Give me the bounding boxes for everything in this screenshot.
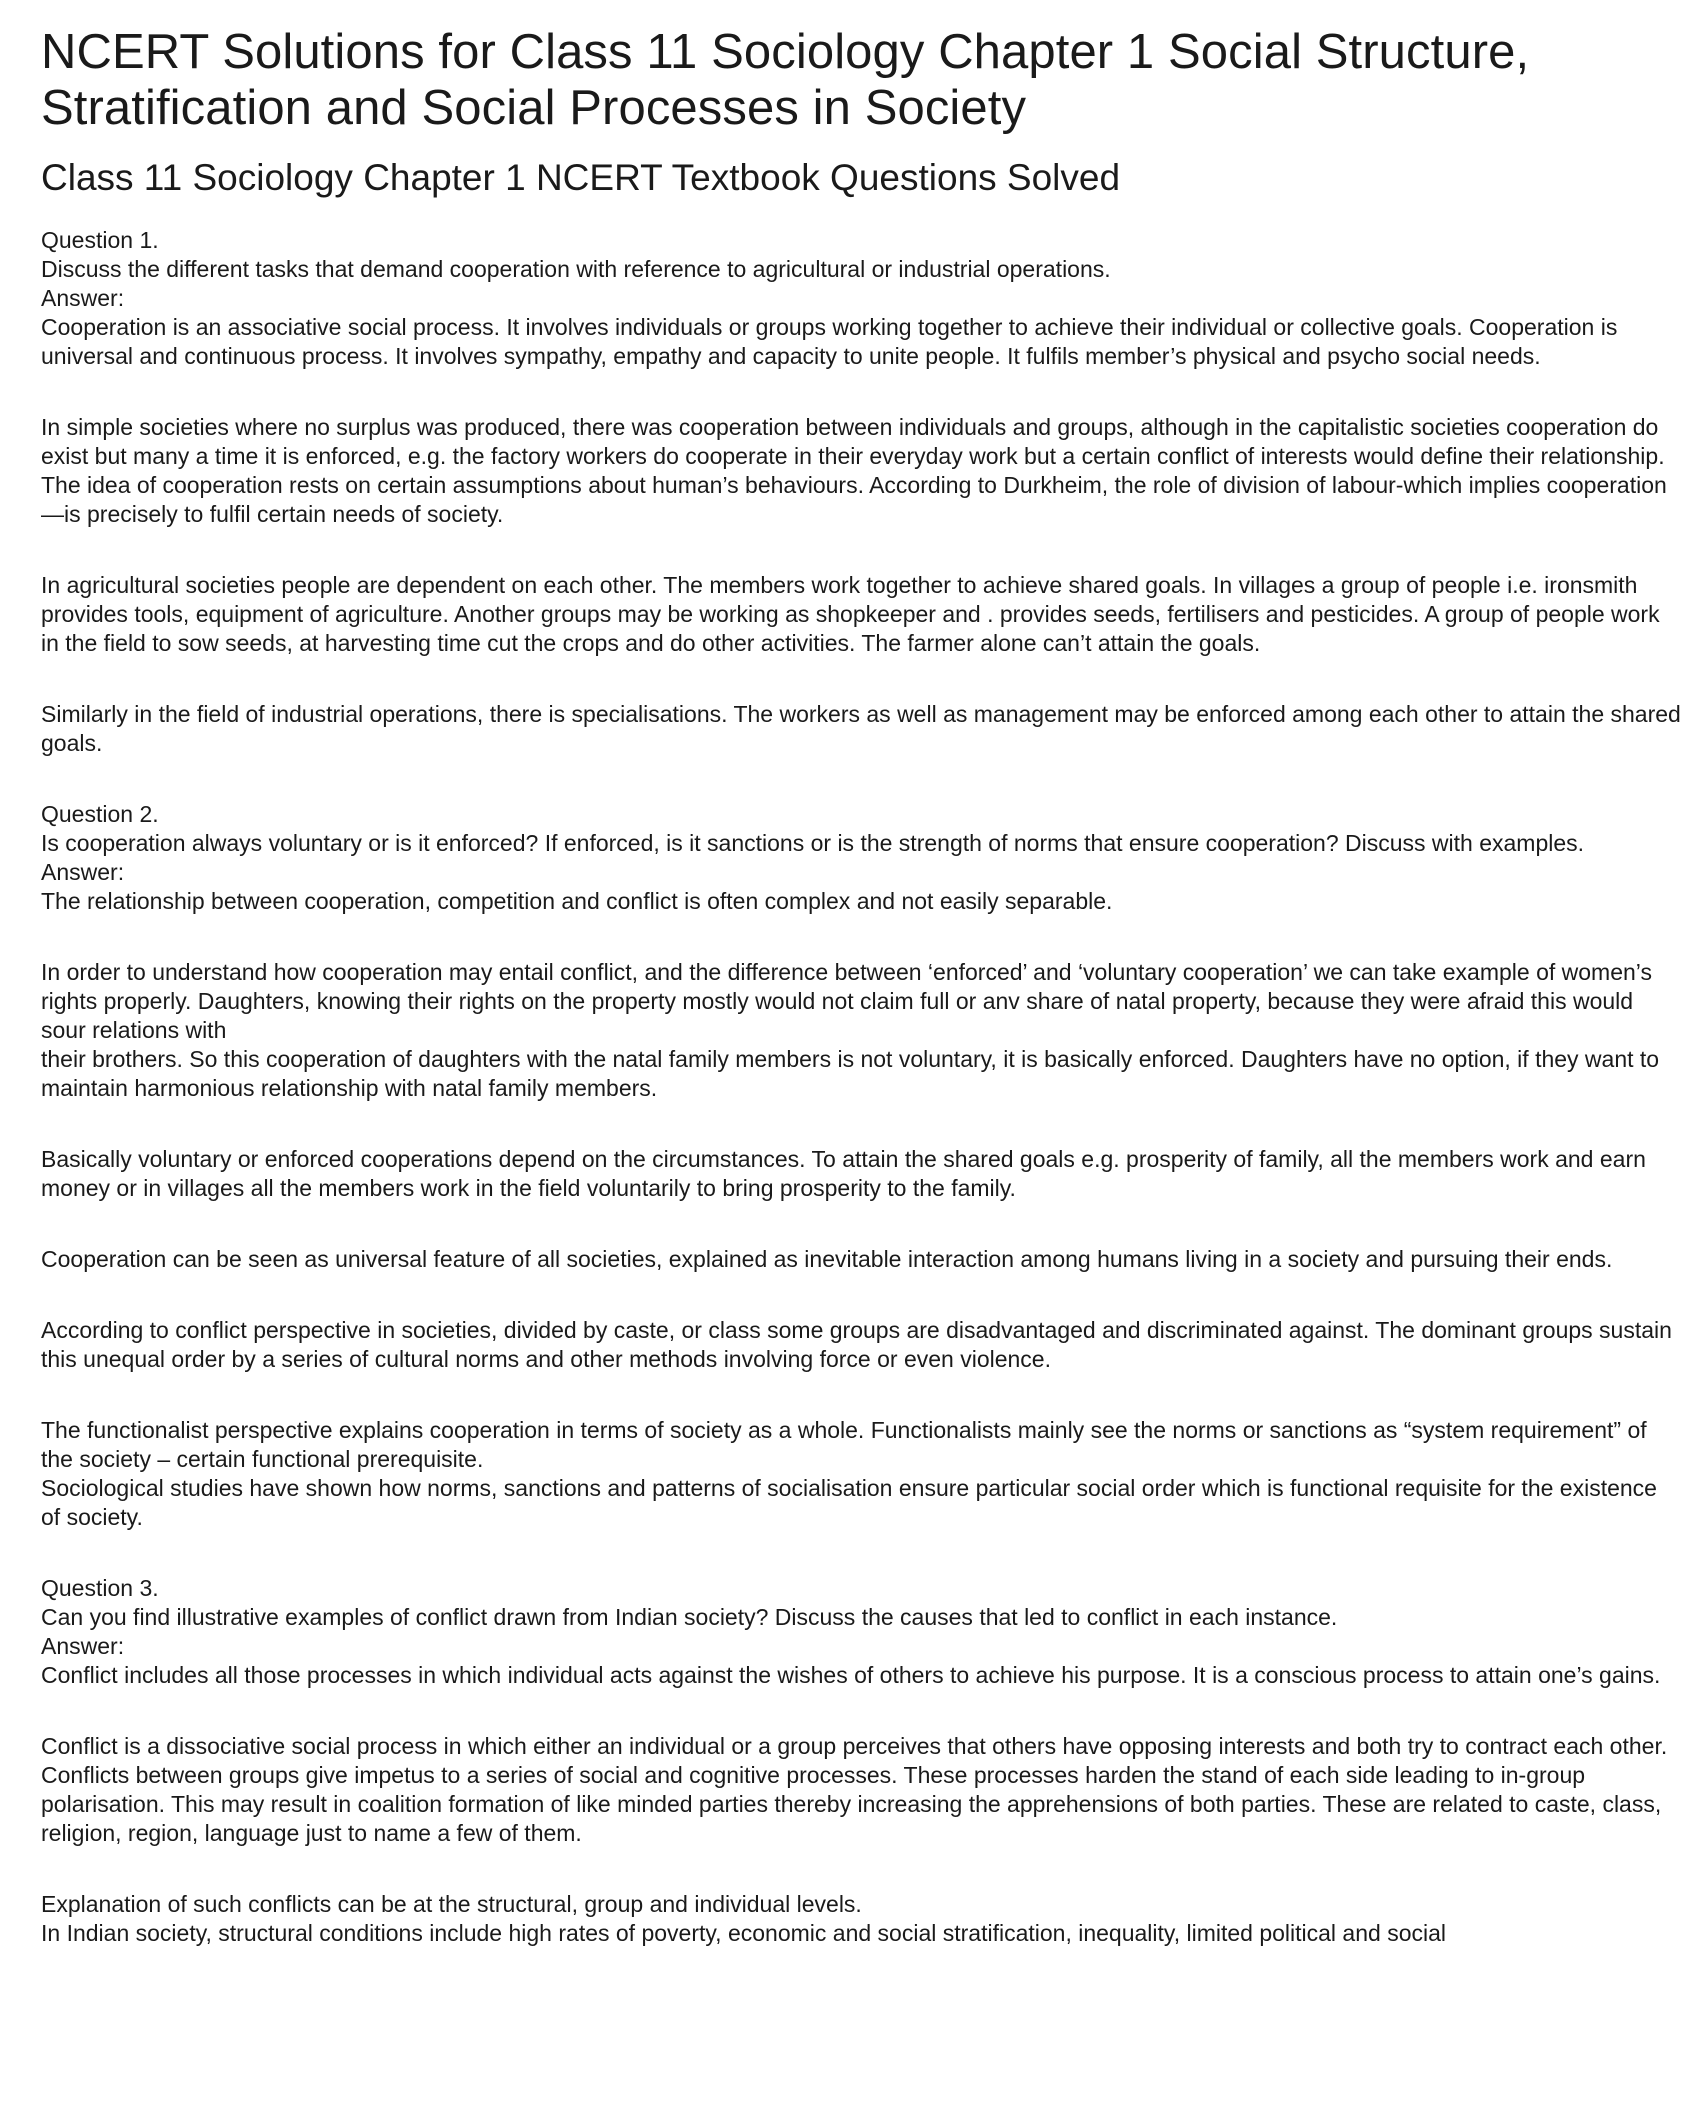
answer-2-paragraph-3: Basically voluntary or enforced cooperations depend on the circumstances. To attain the shared goals e.g. prosperity of family, all the members work and earn money or in villages all the members work in the field voluntarily to bring prosperity to the family. [41, 1146, 1646, 1201]
answer-3-block-3 [41, 1890, 1681, 1948]
answer-1-block-2 [41, 413, 1681, 529]
question-3-section [41, 1574, 1681, 1690]
answer-2-paragraph-1: The relationship between cooperation, competition and conflict is often complex and not easily separable. [41, 888, 1113, 914]
answer-2-paragraph-4: Cooperation can be seen as universal feature of all societies, explained as inevitable interaction among humans living in a society and pursuing their ends. [41, 1246, 1613, 1272]
answer-1-paragraph-5: Similarly in the field of industrial operations, there is specialisations. The workers as well as management may be enforced among each other to attain the shared goals. [41, 701, 1681, 756]
answer-2-paragraph-5: According to conflict perspective in societies, divided by caste, or class some groups are disadvantaged and discriminated against. The dominant groups sustain this unequal order by a series of cultural norms and other methods involving force or even violence. [41, 1317, 1672, 1372]
answer-2-paragraph-2a: In order to understand how cooperation may entail conflict, and the difference between ‘enforced’ and ‘voluntary cooperation’ we can take example of women’s rights properly. Daughters, knowing their rights on the property mostly would not claim full or anv share of natal property, because they were afraid this would sour relations with [41, 959, 1652, 1043]
page-title: NCERT Solutions for Class 11 Sociology Chapter 1 Social Structure, Stratification and Social Processes in Society [41, 25, 1530, 135]
question-1-label: Question 1. [41, 227, 159, 253]
answer-3-paragraph-2: Conflict is a dissociative social process in which either an individual or a group perceives that others have opposing interests and both try to contract each other. Conflicts between groups give impetus to a series of social and cognitive processes. These processes harden the stand of each side leading to in-group polarisation. This may result in coalition formation of like minded parties thereby increasing the apprehensions of both parties. These are related to caste, class, religion, region, language just to name a few of them. [41, 1733, 1668, 1846]
answer-3-paragraph-4: In Indian society, structural conditions include high rates of poverty, economic and social stratification, inequality, limited political and social [41, 1920, 1446, 1946]
answer-2-paragraph-7: Sociological studies have shown how norms, sanctions and patterns of socialisation ensure particular social order which is functional requisite for the existence of society. [41, 1475, 1657, 1530]
answer-2-block-3 [41, 1145, 1681, 1203]
answer-2-block-6 [41, 1416, 1681, 1532]
question-3-label: Question 3. [41, 1575, 159, 1601]
question-2-label: Question 2. [41, 801, 159, 827]
answer-2-block-2 [41, 958, 1681, 1103]
answer-1-paragraph-2: In simple societies where no surplus was produced, there was cooperation between individuals and groups, although in the capitalistic societies cooperation do exist but many a time it is enforced, e.g. the factory workers do cooperate in their everyday work but a certain conflict of interests would define their relationship. [41, 414, 1665, 469]
answer-1-label: Answer: [41, 285, 125, 311]
answer-2-paragraph-6: The functionalist perspective explains cooperation in terms of society as a whole. Functionalists mainly see the norms or sanctions as “system requirement” of the society – certain functional prerequisite. [41, 1417, 1647, 1472]
question-3-text: Can you find illustrative examples of conflict drawn from Indian society? Discuss the causes that led to conflict in each instance. [41, 1604, 1338, 1630]
answer-2-paragraph-2b: their brothers. So this cooperation of daughters with the natal family members is not voluntary, it is basically enforced. Daughters have no option, if they want to maintain harmonious relationship with natal family members. [41, 1046, 1660, 1101]
answer-1-paragraph-4: In agricultural societies people are dependent on each other. The members work together to achieve shared goals. In villages a group of people i.e. ironsmith provides tools, equipment of agriculture. Another groups may be working as shopkeeper and . provides seeds, fertilisers and pesticides. A group of people work in the field to sow seeds, at harvesting time cut the crops and do other activities. The farmer alone can’t attain the goals. [41, 572, 1660, 656]
answer-1-block-3 [41, 571, 1681, 658]
answer-3-paragraph-3: Explanation of such conflicts can be at the structural, group and individual levels. [41, 1891, 862, 1917]
question-2-text: Is cooperation always voluntary or is it enforced? If enforced, is it sanctions or is the strength of norms that ensure cooperation? Discuss with examples. [41, 830, 1585, 856]
answer-2-block-5 [41, 1316, 1681, 1374]
answer-2-block-4 [41, 1245, 1681, 1274]
answer-3-paragraph-1: Conflict includes all those processes in which individual acts against the wishes of others to achieve his purpose. It is a conscious process to attain one’s gains. [41, 1662, 1661, 1688]
answer-1-paragraph-1: Cooperation is an associative social process. It involves individuals or groups working together to achieve their individual or collective goals. Cooperation is universal and continuous process. It involves sympathy, empathy and capacity to unite people. It fulfils member’s physical and psycho social needs. [41, 314, 1618, 369]
question-1-text: Discuss the different tasks that demand cooperation with reference to agricultural or industrial operations. [41, 256, 1111, 282]
answer-2-label: Answer: [41, 859, 125, 885]
answer-3-label: Answer: [41, 1633, 125, 1659]
answer-3-block-2 [41, 1732, 1681, 1848]
page-subtitle: Class 11 Sociology Chapter 1 NCERT Textbook Questions Solved [41, 157, 1121, 198]
document-page [41, 24, 1681, 1948]
question-1-section [41, 226, 1681, 371]
answer-1-block-4 [41, 700, 1681, 758]
question-2-section [41, 800, 1681, 916]
answer-1-paragraph-3: The idea of cooperation rests on certain assumptions about human’s behaviours. According to Durkheim, the role of division of labour-which implies cooperation—is precisely to fulfil certain needs of society. [41, 472, 1667, 527]
